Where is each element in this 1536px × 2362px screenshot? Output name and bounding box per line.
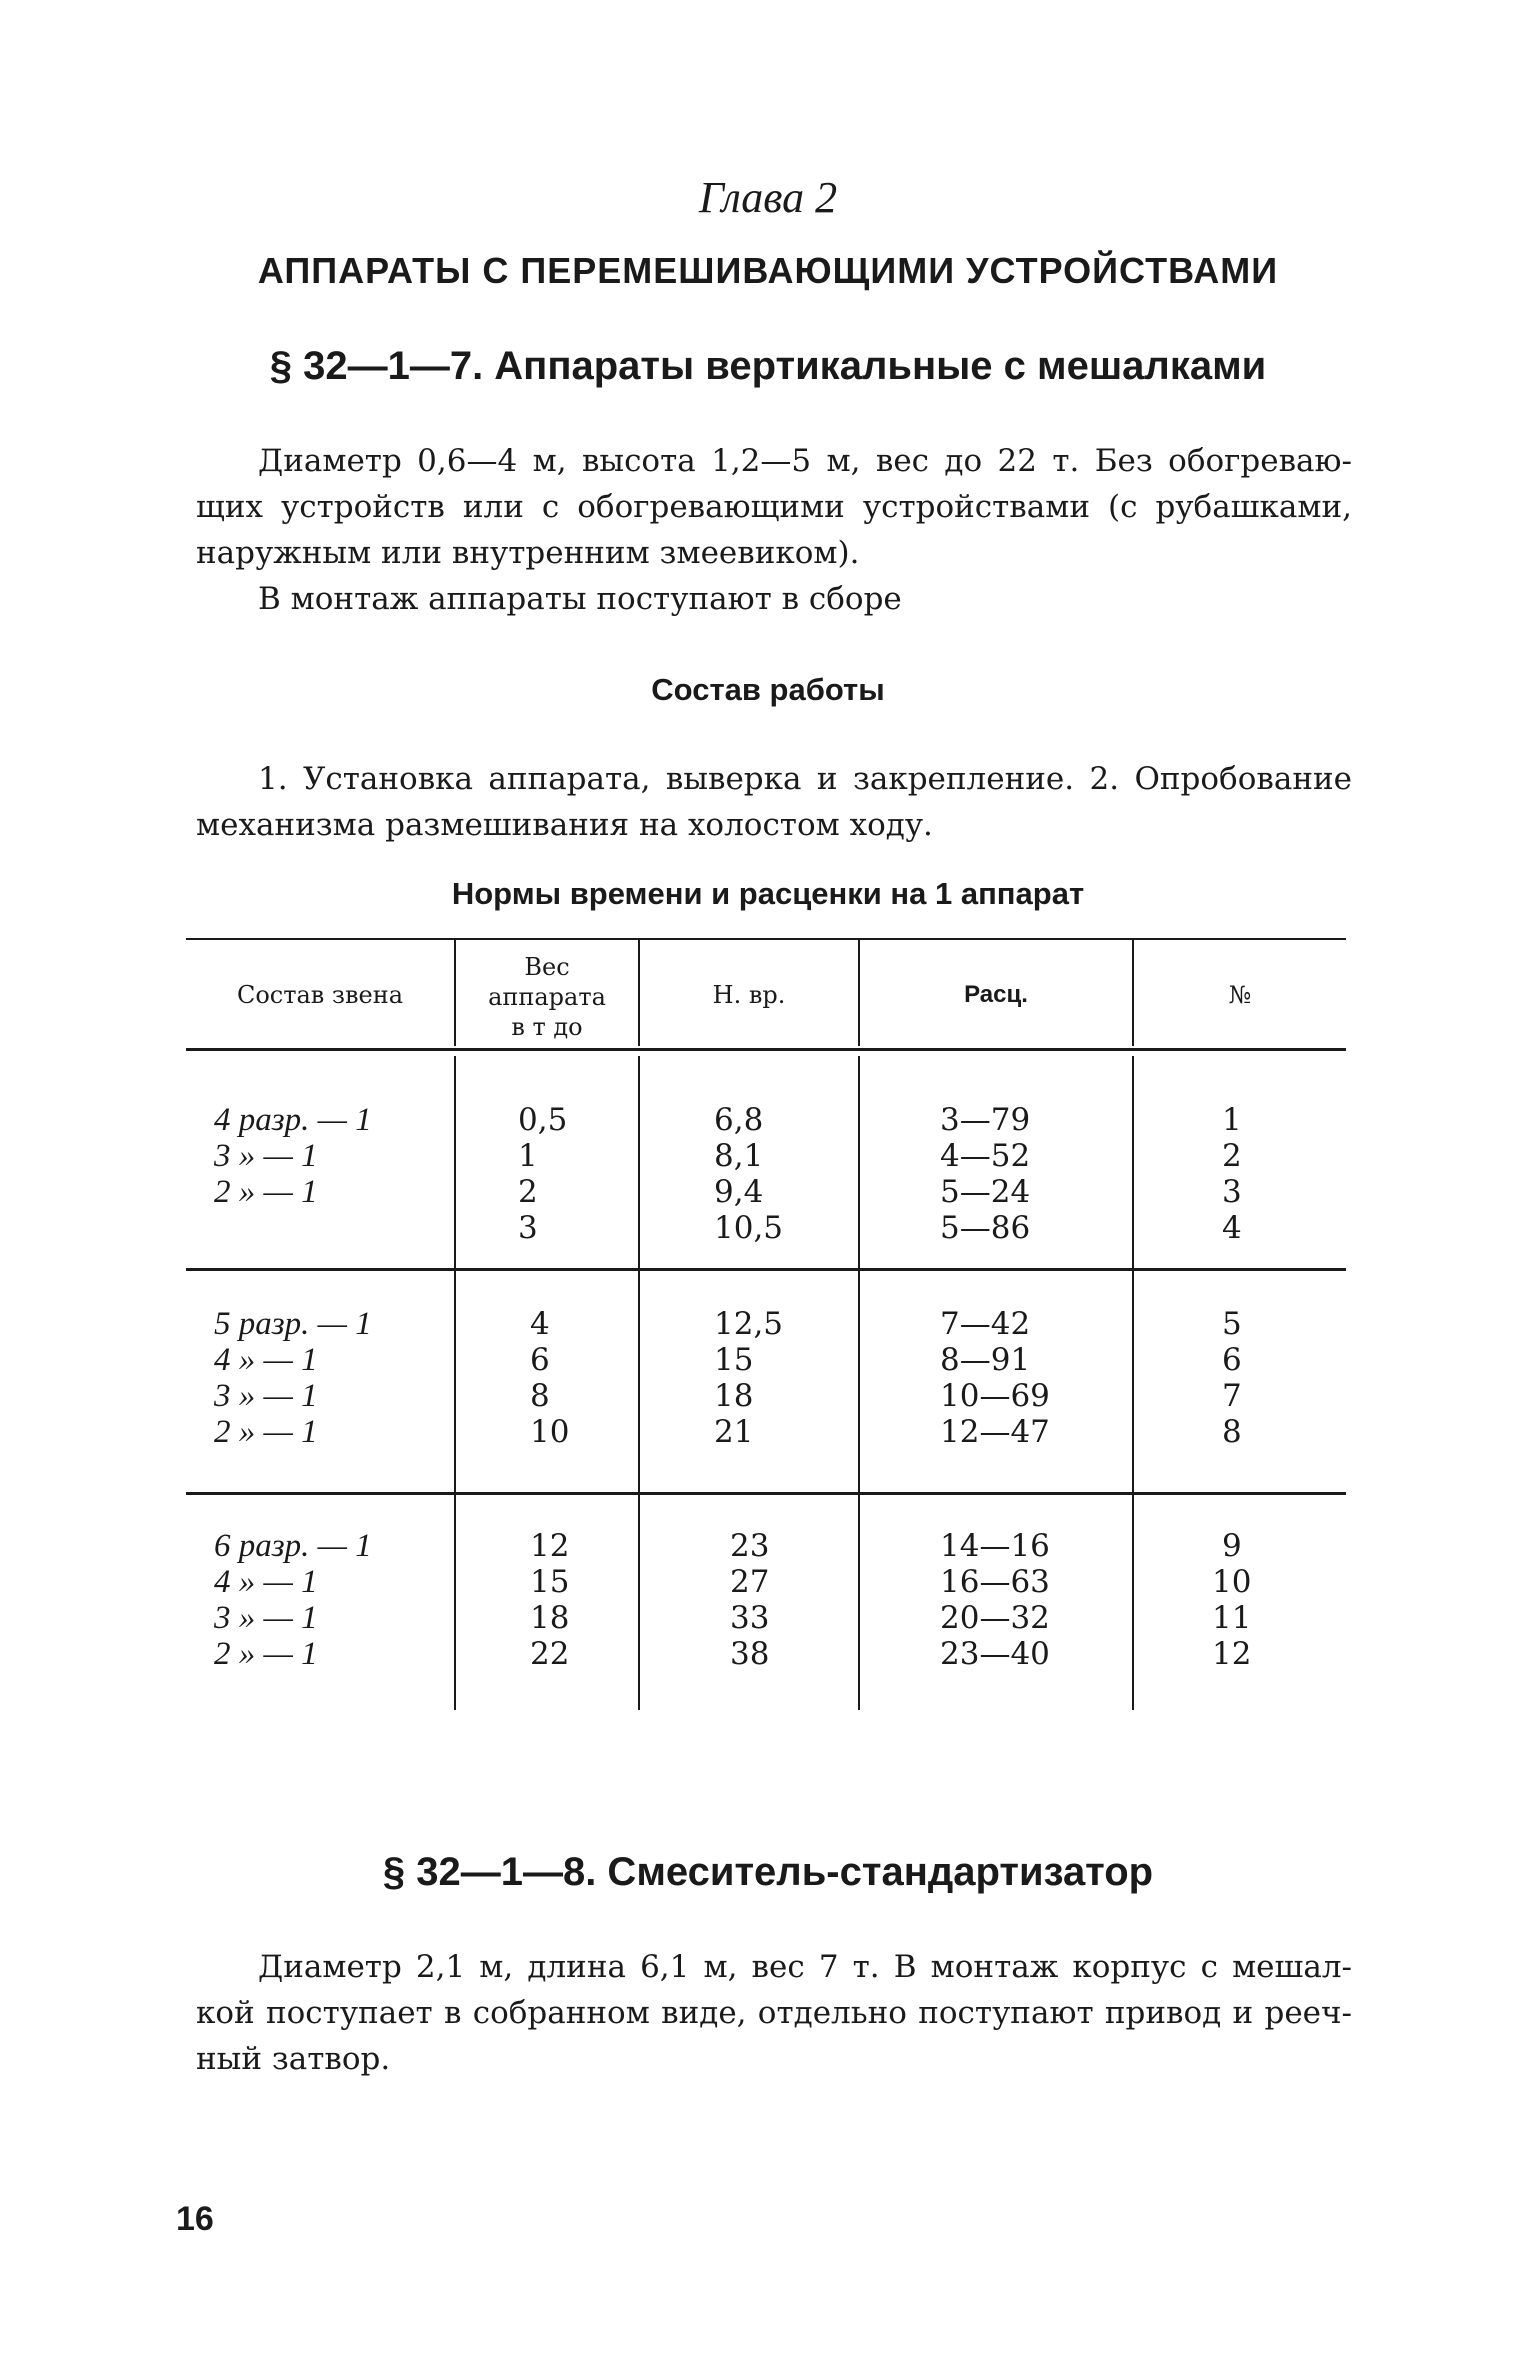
weight-value: 22 bbox=[530, 1636, 570, 1672]
number-cell bbox=[1222, 1306, 1242, 1450]
table-top-rule bbox=[186, 938, 1346, 940]
rate-value: 16—63 bbox=[940, 1564, 1050, 1600]
table-header-rule bbox=[186, 1048, 1346, 1051]
header-time: Н. вр. bbox=[712, 981, 786, 1009]
row-number: 11 bbox=[1212, 1600, 1252, 1636]
description-line: щих устройств или с обогревающими устройствами (с рубашками, bbox=[196, 489, 1352, 525]
description-line: кой поступает в собранном виде, отдельно поступают привод и рееч- bbox=[196, 1995, 1352, 2031]
row-number: 8 bbox=[1222, 1414, 1242, 1450]
crew-cell bbox=[214, 1306, 372, 1450]
rate-value: 8—91 bbox=[940, 1342, 1031, 1378]
description-line: наружным или внутренним змеевиком). bbox=[196, 535, 860, 571]
section-title-32-1-7: § 32—1—7. Аппараты вертикальные с мешалками bbox=[269, 344, 1267, 388]
time-value: 33 bbox=[730, 1600, 770, 1636]
header-number: № bbox=[1228, 981, 1252, 1009]
time-value: 23 bbox=[730, 1528, 770, 1564]
time-cell bbox=[714, 1306, 783, 1450]
part-title: АППАРАТЫ С ПЕРЕМЕШИВАЮЩИМИ УСТРОЙСТВАМИ bbox=[257, 250, 1279, 291]
crew-line: 3 » — 1 bbox=[214, 1600, 318, 1636]
description-line: ный затвор. bbox=[196, 2041, 391, 2077]
row-number: 5 bbox=[1222, 1306, 1242, 1342]
rate-value: 12—47 bbox=[940, 1414, 1050, 1450]
rate-value: 23—40 bbox=[940, 1636, 1050, 1672]
weight-cell bbox=[530, 1306, 569, 1450]
crew-line: 4 разр. — 1 bbox=[214, 1102, 372, 1138]
column-divider bbox=[858, 1056, 860, 1710]
section1-description bbox=[196, 438, 1352, 576]
crew-line: 4 » — 1 bbox=[214, 1564, 318, 1600]
rate-value: 4—52 bbox=[940, 1138, 1031, 1174]
group-divider bbox=[186, 1268, 1346, 1271]
crew-line: 5 разр. — 1 bbox=[214, 1306, 372, 1342]
crew-line: 3 » — 1 bbox=[214, 1138, 318, 1174]
group-divider bbox=[186, 1492, 1346, 1495]
weight-value: 0,5 bbox=[518, 1102, 568, 1138]
chapter-heading: Глава 2 bbox=[698, 173, 838, 222]
header-rate: Расц. bbox=[964, 981, 1028, 1008]
rate-value: 14—16 bbox=[940, 1528, 1050, 1564]
weight-value: 1 bbox=[518, 1138, 538, 1174]
weight-cell bbox=[530, 1528, 569, 1672]
crew-line: 6 разр. — 1 bbox=[214, 1528, 372, 1564]
time-value: 38 bbox=[730, 1636, 770, 1672]
row-number: 1 bbox=[1222, 1102, 1242, 1138]
time-value: 9,4 bbox=[714, 1174, 764, 1210]
work-composition-heading: Состав работы bbox=[651, 672, 885, 707]
delivery-line: В монтаж аппараты поступают в сборе bbox=[258, 581, 902, 617]
time-cell bbox=[714, 1102, 783, 1246]
row-number: 7 bbox=[1222, 1378, 1242, 1414]
time-value: 12,5 bbox=[714, 1306, 784, 1342]
crew-line: 2 » — 1 bbox=[214, 1414, 318, 1450]
time-value: 18 bbox=[714, 1378, 754, 1414]
number-cell bbox=[1222, 1102, 1242, 1246]
header-weight-line: Вес bbox=[524, 953, 570, 981]
column-divider bbox=[454, 1056, 456, 1710]
time-value: 6,8 bbox=[714, 1102, 764, 1138]
crew-line: 4 » — 1 bbox=[214, 1342, 318, 1378]
rate-value: 3—79 bbox=[940, 1102, 1031, 1138]
delivery-note bbox=[196, 576, 1352, 622]
weight-value: 4 bbox=[530, 1306, 550, 1342]
row-number: 4 bbox=[1222, 1210, 1242, 1246]
time-cell bbox=[730, 1528, 769, 1672]
work-composition-text bbox=[196, 756, 1352, 848]
rate-value: 7—42 bbox=[940, 1306, 1031, 1342]
weight-value: 2 bbox=[518, 1174, 538, 1210]
weight-value: 3 bbox=[518, 1210, 538, 1246]
rate-cell bbox=[940, 1102, 1030, 1246]
time-value: 15 bbox=[714, 1342, 754, 1378]
row-number: 10 bbox=[1212, 1564, 1252, 1600]
crew-line: 2 » — 1 bbox=[214, 1174, 318, 1210]
row-number: 3 bbox=[1222, 1174, 1242, 1210]
column-divider bbox=[1132, 1056, 1134, 1710]
time-value: 27 bbox=[730, 1564, 770, 1600]
column-divider bbox=[638, 1056, 640, 1710]
rate-value: 5—86 bbox=[940, 1210, 1031, 1246]
row-number: 2 bbox=[1222, 1138, 1242, 1174]
row-number: 9 bbox=[1222, 1528, 1242, 1564]
rate-value: 5—24 bbox=[940, 1174, 1031, 1210]
weight-value: 15 bbox=[530, 1564, 570, 1600]
header-crew: Состав звена bbox=[236, 981, 404, 1009]
weight-cell bbox=[518, 1102, 567, 1246]
header-weight-line: в т до bbox=[511, 1013, 583, 1041]
weight-value: 10 bbox=[530, 1414, 570, 1450]
section2-description bbox=[196, 1944, 1352, 2082]
table-title: Нормы времени и расценки на 1 аппарат bbox=[451, 876, 1085, 911]
description-line: Диаметр 2,1 м, длина 6,1 м, вес 7 т. В монтаж корпус с мешал- bbox=[258, 1949, 1352, 1985]
rate-cell bbox=[940, 1306, 1050, 1450]
page-number: 16 bbox=[176, 2200, 214, 2238]
crew-line: 2 » — 1 bbox=[214, 1636, 318, 1672]
weight-value: 18 bbox=[530, 1600, 570, 1636]
crew-line: 3 » — 1 bbox=[214, 1378, 318, 1414]
rate-value: 20—32 bbox=[940, 1600, 1050, 1636]
weight-value: 8 bbox=[530, 1378, 550, 1414]
header-weight-line: аппарата bbox=[488, 983, 606, 1011]
weight-value: 6 bbox=[530, 1342, 550, 1378]
work-line: механизма размешивания на холостом ходу. bbox=[196, 807, 933, 843]
crew-cell bbox=[214, 1528, 372, 1672]
work-line: 1. Установка аппарата, выверка и закрепление. 2. Опробование bbox=[258, 761, 1352, 797]
time-value: 21 bbox=[714, 1414, 754, 1450]
rate-value: 10—69 bbox=[940, 1378, 1050, 1414]
row-number: 6 bbox=[1222, 1342, 1242, 1378]
time-value: 10,5 bbox=[714, 1210, 784, 1246]
header-weight bbox=[456, 952, 638, 1042]
weight-value: 12 bbox=[530, 1528, 570, 1564]
section-title-32-1-8: § 32—1—8. Смеситель-стандартизатор bbox=[382, 1850, 1154, 1894]
row-number: 12 bbox=[1212, 1636, 1252, 1672]
time-value: 8,1 bbox=[714, 1138, 764, 1174]
description-line: Диаметр 0,6—4 м, высота 1,2—5 м, вес до 22 т. Без обогреваю- bbox=[258, 443, 1352, 479]
crew-cell bbox=[214, 1102, 372, 1210]
number-cell bbox=[1212, 1528, 1251, 1672]
rate-cell bbox=[940, 1528, 1050, 1672]
